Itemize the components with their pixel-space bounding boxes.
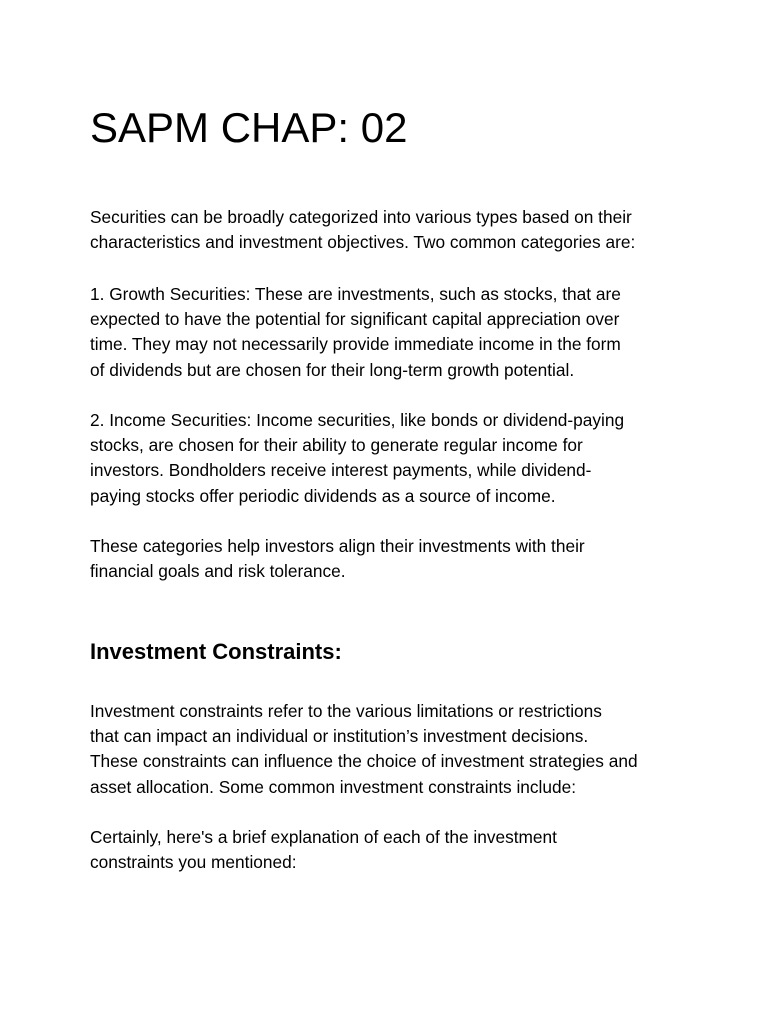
income-securities-paragraph <box>90 408 690 509</box>
text-line: constraints you mentioned: <box>90 852 297 873</box>
constraints-paragraph <box>90 699 690 800</box>
text-line: Securities can be broadly categorized into various types based on their <box>90 207 632 227</box>
text-line: financial goals and risk tolerance. <box>90 561 346 582</box>
text-line: These constraints can influence the choice of investment strategies and <box>90 751 638 772</box>
section-heading-investment-constraints: Investment Constraints: <box>90 639 342 664</box>
page-title: SAPM CHAP: 02 <box>90 104 408 151</box>
text-line: Investment constraints refer to the various limitations or restrictions <box>90 701 602 721</box>
text-line: investors. Bondholders receive interest payments, while dividend- <box>90 460 592 481</box>
text-line: paying stocks offer periodic dividends as a source of income. <box>90 485 556 506</box>
growth-securities-paragraph <box>90 282 690 383</box>
text-line: 2. Income Securities: Income securities, like bonds or dividend-paying <box>90 410 625 430</box>
text-line: of dividends but are chosen for their long-term growth potential. <box>90 359 575 380</box>
categories-summary-paragraph <box>90 534 690 584</box>
text-line: These categories help investors align their investments with their <box>90 536 585 556</box>
text-line: time. They may not necessarily provide immediate income in the form <box>90 334 621 355</box>
text-line: that can impact an individual or institution’s investment decisions. <box>90 726 589 747</box>
text-line: expected to have the potential for significant capital appreciation over <box>90 309 620 330</box>
text-line: asset allocation. Some common investment constraints include: <box>90 776 577 797</box>
text-line: 1. Growth Securities: These are investments, such as stocks, that are <box>90 284 621 304</box>
text-line: Certainly, here's a brief explanation of each of the investment <box>90 827 557 847</box>
text-line: stocks, are chosen for their ability to generate regular income for <box>90 435 583 456</box>
intro-paragraph <box>90 205 690 255</box>
text-line: characteristics and investment objectives. Two common categories are: <box>90 232 636 253</box>
explanation-intro-paragraph <box>90 825 690 875</box>
